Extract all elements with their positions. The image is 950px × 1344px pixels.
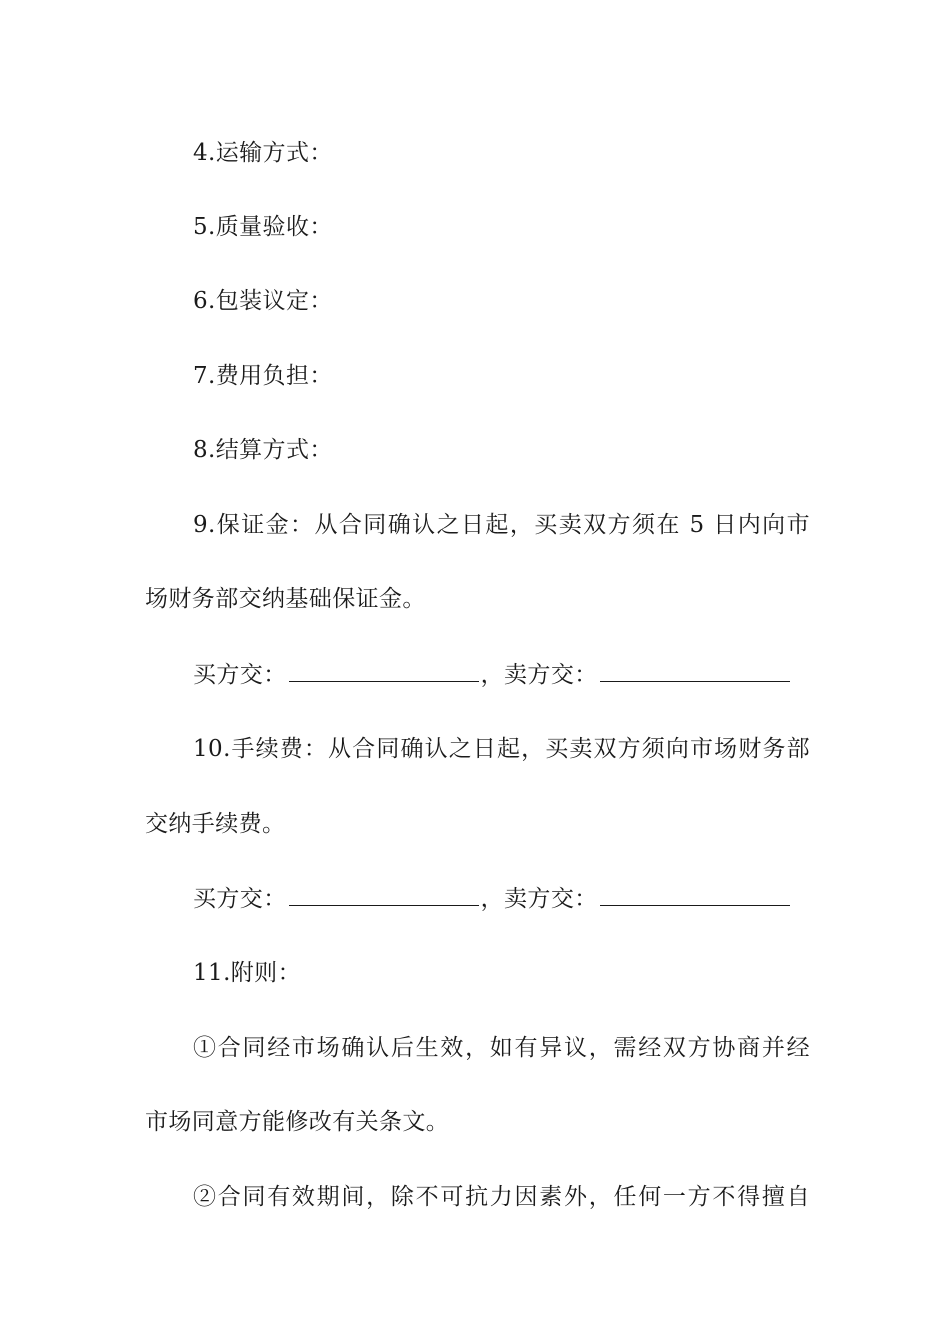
deposit-separator: ， — [480, 662, 505, 688]
fee-seller-label: 卖方交： — [504, 886, 598, 912]
clause-costs: 7.费用负担： — [193, 363, 333, 389]
clause-supplementary: 11.附则： — [193, 960, 301, 986]
supplementary-item-1-line-1: ①合同经市场确认后生效，如有异议，需经双方协商并经 — [193, 1035, 810, 1061]
deposit-buyer-label: 买方交： — [193, 662, 287, 688]
supplementary-item-1-line-2: 市场同意方能修改有关条文。 — [145, 1109, 450, 1135]
clause-quality: 5.质量验收： — [193, 214, 333, 240]
clause-transport: 4.运输方式： — [193, 140, 333, 166]
fee-buyer-blank[interactable] — [289, 883, 479, 906]
fee-payment-line — [193, 883, 810, 914]
clause-deposit-line-2: 场财务部交纳基础保证金。 — [145, 586, 426, 612]
deposit-seller-blank[interactable] — [600, 659, 790, 682]
clause-packaging: 6.包装议定： — [193, 288, 333, 314]
clause-fee-line-2: 交纳手续费。 — [145, 811, 286, 837]
clause-fee-line-1: 10.手续费：从合同确认之日起，买卖双方须向市场财务部 — [193, 736, 810, 762]
supplementary-item-2-line-1: ②合同有效期间，除不可抗力因素外，任何一方不得擅自 — [193, 1184, 810, 1210]
deposit-payment-line — [193, 659, 810, 690]
deposit-buyer-blank[interactable] — [289, 659, 479, 682]
fee-buyer-label: 买方交： — [193, 886, 287, 912]
clause-settlement: 8.结算方式： — [193, 437, 333, 463]
clause-deposit-line-1: 9.保证金：从合同确认之日起，买卖双方须在 5 日内向市 — [193, 512, 810, 538]
deposit-seller-label: 卖方交： — [504, 662, 598, 688]
fee-separator: ， — [480, 886, 505, 912]
fee-seller-blank[interactable] — [600, 883, 790, 906]
